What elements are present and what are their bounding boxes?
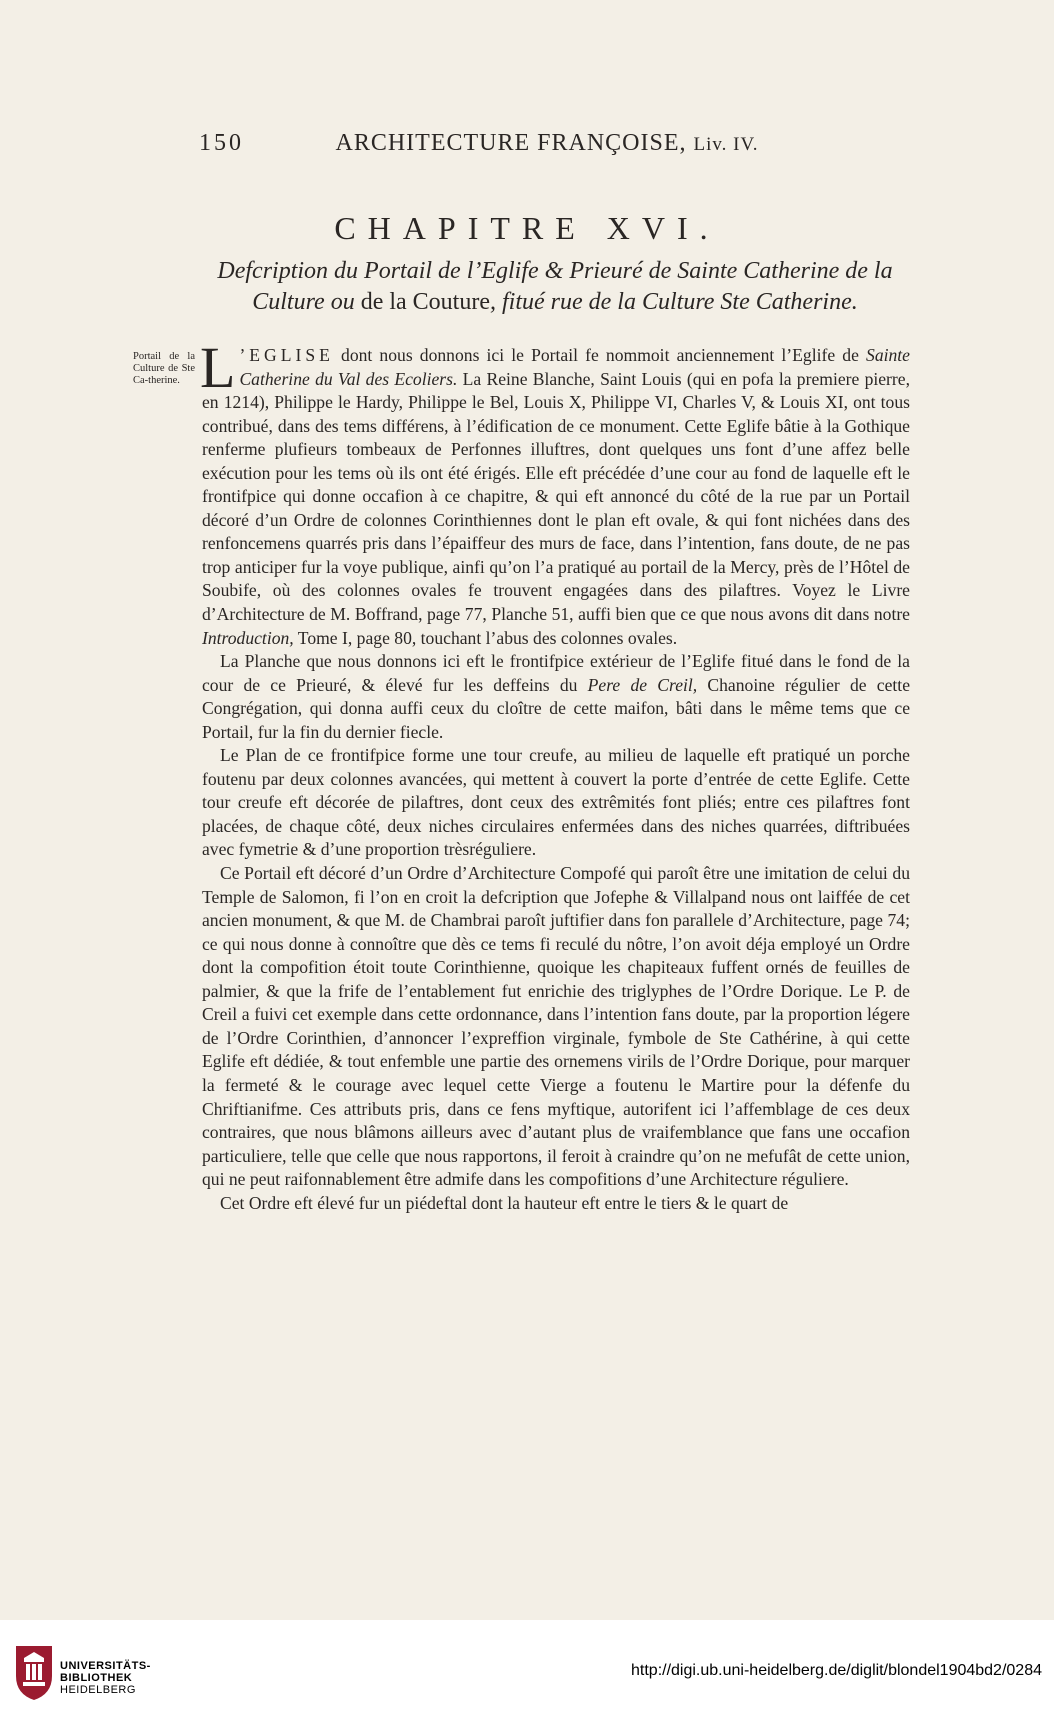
- page-number: 150: [199, 130, 244, 156]
- chapter-subtitle: Defcription du Portail de l’Eglife & Prieuré de Sainte Catherine de la Culture ou de la Couture, fitué rue de la Culture Ste Catherine.: [217, 258, 893, 315]
- paragraph: Le Plan de ce frontifpice forme une tour creufe, au milieu de laquelle eft pratiqué un porche foutenu par deux colonnes avancées, qui mettent à couvert la porte d’entrée de cette Eglife. Cette tour creufe eft décorée de pilaftres, dont ceux des extrêmités font pliés; entre ces pilaftres font placées, de chaque côté, deux niches circulaires enfermées dans des niches quarrées, diftribuées avec fymetrie & d’une proportion trèsréguliere.: [202, 745, 910, 860]
- footer-bar: [0, 1620, 1054, 1715]
- paragraph: Cet Ordre eft élevé fur un piédeftal dont la hauteur eft entre le tiers & le quart de: [220, 1192, 789, 1213]
- drop-cap: L: [200, 335, 236, 400]
- paragraph: L ’EGLISE dont nous donnons ici le Portail fe nommoit anciennement l’Eglife de Sainte Catherine du Val des Ecoliers. La Reine Blanche, Saint Louis (qui en pofa la premiere pierre, en 1214), Philippe le Hardy, Philippe le Bel, Louis X, Philippe VI, Charles V, & Louis XI, ont tous contribué, dans des tems différens, à l’édification de ce monument. Cette Eglife bâtie à la Gothique renferme plufieurs tombeaux de Perfonnes illuftres, dont quelques uns font d’une affez belle exécution pour les tems où ils ont été érigés. Elle eft précédée d’une cour au fond de laquelle eft le frontifpice qui donne occafion à ce chapitre, & qui eft annoncé du côté de la rue par un Portail décoré d’un Ordre de colonnes Corinthiennes dont le plan eft ovale, & qui font nichées dans des renfoncemens quarrés pris dans l’épaiffeur des murs de face, dans l’intention, fans doute, de ne pas trop anticiper fur la voye publique, ainfi qu’on l’a pratiqué au portail de la Mercy, près de l’Hôtel de Soubife, où des colonnes ovales fe trouvent engagées dans des pilaftres. Voyez le Livre d’Architecture de M. Boffrand, page 77, Planche 51, auffi bien que ce que nous avons dit dans notre Introduction, Tome I, page 80, touchant l’abus des colonnes ovales.: [200, 335, 910, 648]
- running-header: [0, 130, 1054, 157]
- margin-note: Portail de la Culture de Ste Ca-therine.: [133, 351, 195, 386]
- chapter-heading: CHAPITRE XVI.: [334, 210, 720, 246]
- paragraph: La Planche que nous donnons ici eft le frontifpice extérieur de l’Eglife fitué dans le fond de la cour de ce Prieuré, & élevé fur les deffeins du Pere de Creil, Chanoine régulier de cette Congrégation, qui donna auffi ceux du cloître de cette maifon, bâti dans le même tems que ce Portail, fur la fin du dernier fiecle.: [202, 651, 911, 742]
- header-title: ARCHITECTURE FRANÇOISE, Liv. IV.: [335, 130, 759, 156]
- university-logo-icon[interactable]: [10, 1642, 58, 1702]
- source-url-link[interactable]: http://digi.ub.uni-heidelberg.de/diglit/blondel1904bd2/0284: [631, 1662, 1042, 1679]
- body-text: [200, 335, 911, 1215]
- paragraph: Ce Portail eft décoré d’un Ordre d’Architecture Compofé qui paroît être une imitation de celui du Temple de Salomon, fi l’on en croit la defcription que Jofephe & Villalpand nous ont laiffée de cet ancien monument, & que M. de Chambrai paroît juftifier dans fon parallele d’Architecture, page 74; ce qui nous donne à connoître que dès ce tems fi reculé du nôtre, l’on avoit déja employé un Ordre dont la compofition étoit toute Corinthienne, quoique les chapiteaux fuffent ornés de feuilles de palmier, & que la frife de l’entablement fut enrichie des triglyphes de l’Ordre Dorique. Le P. de Creil a fuivi cet exemple dans cette ordonnance, dans l’intention fans doute, par la proportion légere de l’Ordre Corinthien, d’annoncer l’expreffion virginale, fymbole de Ste Cathérine, à qui cette Eglife eft dédiée, & tout enfemble une partie des ornemens virils de l’Ordre Dorique, pour marquer la fermeté & le courage avec lequel cette Vierge a foutenu le Martire pour la défenfe du Chriftianifme. Ces attributs pris, dans ce fens myftique, autorifent ici l’affemblage de ces deux contraires, que nous blâmons ailleurs avec d’autant plus de vraifemblance que fans une occafion particuliere, telle que celle que nous rapportons, il feroit à craindre qu’on ne mefufât de cette union, qui ne peut raifonnablement être admife dans les compofitions d’une Architecture réguliere.: [202, 863, 910, 1190]
- header-book: Liv. IV.: [693, 134, 759, 155]
- institution-name: UNIVERSITÄTS- BIBLIOTHEK HEIDELBERG: [60, 1660, 151, 1696]
